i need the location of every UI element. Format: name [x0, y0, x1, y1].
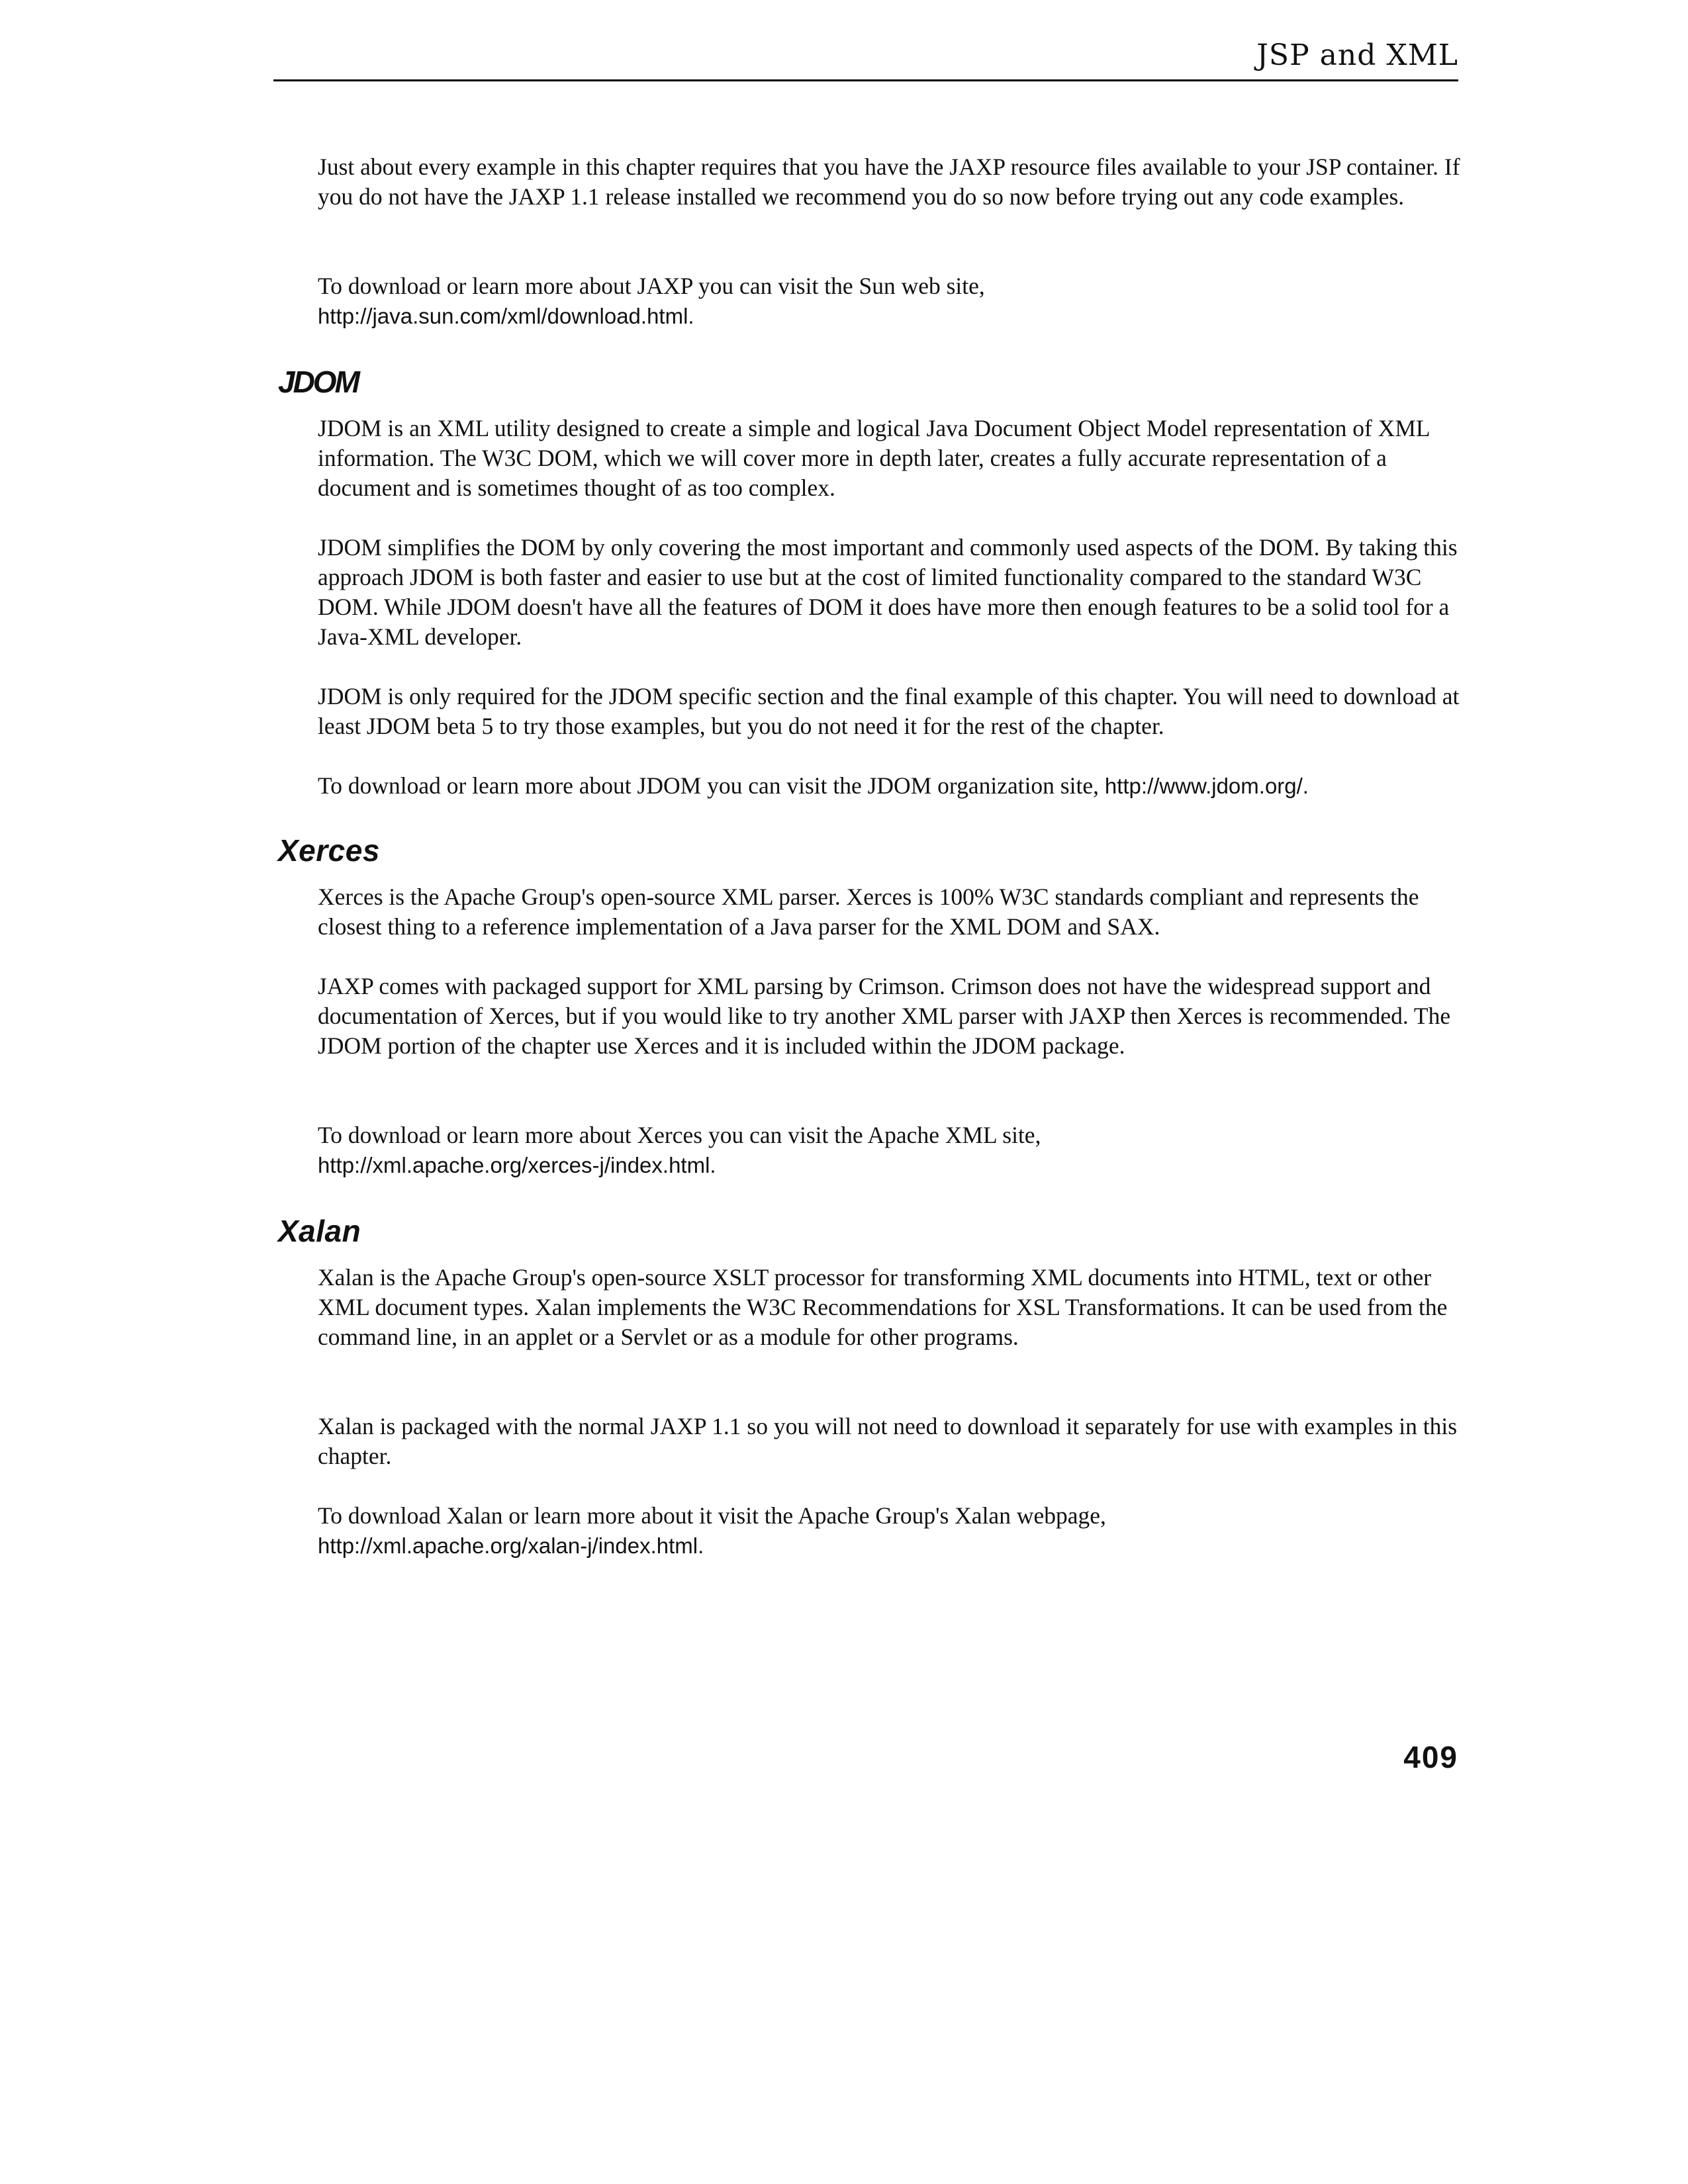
xalan-paragraph-1 [318, 1263, 1476, 1352]
jdom-paragraph-3 [318, 682, 1476, 741]
header-rule [273, 79, 1458, 81]
xerces-download-link[interactable]: http://xml.apache.org/xerces-j/index.html. [318, 1153, 716, 1177]
jdom-site-link[interactable]: http://www.jdom.org/. [1104, 774, 1309, 798]
intro-paragraph-2 [318, 271, 1476, 331]
xerces-p3-text: To download or learn more about Xerces you can visit the Apache XML site, [318, 1122, 1041, 1148]
running-header: JSP and XML [1256, 38, 1458, 72]
xalan-paragraph-2 [318, 1412, 1476, 1471]
jdom-paragraph-4 [318, 771, 1476, 801]
jdom-paragraph-1 [318, 414, 1476, 503]
xalan-p2-text: Xalan is packaged with the normal JAXP 1.1 so you will not need to download it separately for use with examples in this chapter. [318, 1413, 1458, 1469]
xalan-download-link[interactable]: http://xml.apache.org/xalan-j/index.html. [318, 1533, 704, 1558]
page-number: 409 [1403, 1740, 1458, 1774]
jdom-p2-text: JDOM simplifies the DOM by only covering the most important and commonly used aspects of the DOM. By taking this approach JDOM is both faster and easier to use but at the cost of limited functionality compared to the standard W3C DOM. While JDOM doesn't have all the features of DOM it does have more then enough features to be a solid tool for a Java-XML developer. [318, 534, 1458, 650]
xalan-p1-text: Xalan is the Apache Group's open-source XSLT processor for transforming XML documents into HTML, text or other XML document types. Xalan implements the W3C Recommendations for XSL Transformations. It can be used from the command line, in an applet or a Servlet or as a module for other programs. [318, 1264, 1448, 1350]
xalan-paragraph-3 [318, 1501, 1476, 1561]
section-heading-xalan: Xalan [278, 1214, 361, 1248]
xerces-paragraph-2 [318, 972, 1476, 1061]
intro-p2-text: To download or learn more about JAXP you can visit the Sun web site, [318, 273, 985, 299]
intro-p1-text: Just about every example in this chapter requires that you have the JAXP resource files available to your JSP container. If you do not have the JAXP 1.1 release installed we recommend you do so now before trying out any code examples. [318, 154, 1460, 210]
section-heading-jdom: JDOM [278, 365, 358, 399]
jdom-p3-text: JDOM is only required for the JDOM specific section and the final example of this chapter. You will need to download at least JDOM beta 5 to try those examples, but you do not need it for the rest of the chapter. [318, 683, 1460, 739]
section-heading-xerces: Xerces [278, 833, 380, 868]
intro-paragraph-1 [318, 152, 1476, 212]
jdom-p1-text: JDOM is an XML utility designed to create a simple and logical Java Document Object Model representation of XML information. The W3C DOM, which we will cover more in depth later, creates a fully accurate representation of a document and is sometimes thought of as too complex. [318, 415, 1430, 501]
xalan-p3-text: To download Xalan or learn more about it visit the Apache Group's Xalan webpage, [318, 1502, 1106, 1529]
xerces-p1-text: Xerces is the Apache Group's open-source XML parser. Xerces is 100% W3C standards compliant and represents the closest thing to a reference implementation of a Java parser for the XML DOM and SAX. [318, 884, 1419, 940]
jdom-p4-text: To download or learn more about JDOM you can visit the JDOM organization site, [318, 772, 1099, 799]
xerces-paragraph-1 [318, 882, 1476, 942]
xerces-p2-text: JAXP comes with packaged support for XML parsing by Crimson. Crimson does not have the widespread support and documentation of Xerces, but if you would like to try another XML parser with JAXP then Xerces is recommended. The JDOM portion of the chapter use Xerces and it is included within the JDOM package. [318, 973, 1451, 1059]
jaxp-download-link[interactable]: http://java.sun.com/xml/download.html. [318, 304, 694, 328]
jdom-paragraph-2 [318, 533, 1476, 652]
xerces-paragraph-3 [318, 1120, 1476, 1180]
